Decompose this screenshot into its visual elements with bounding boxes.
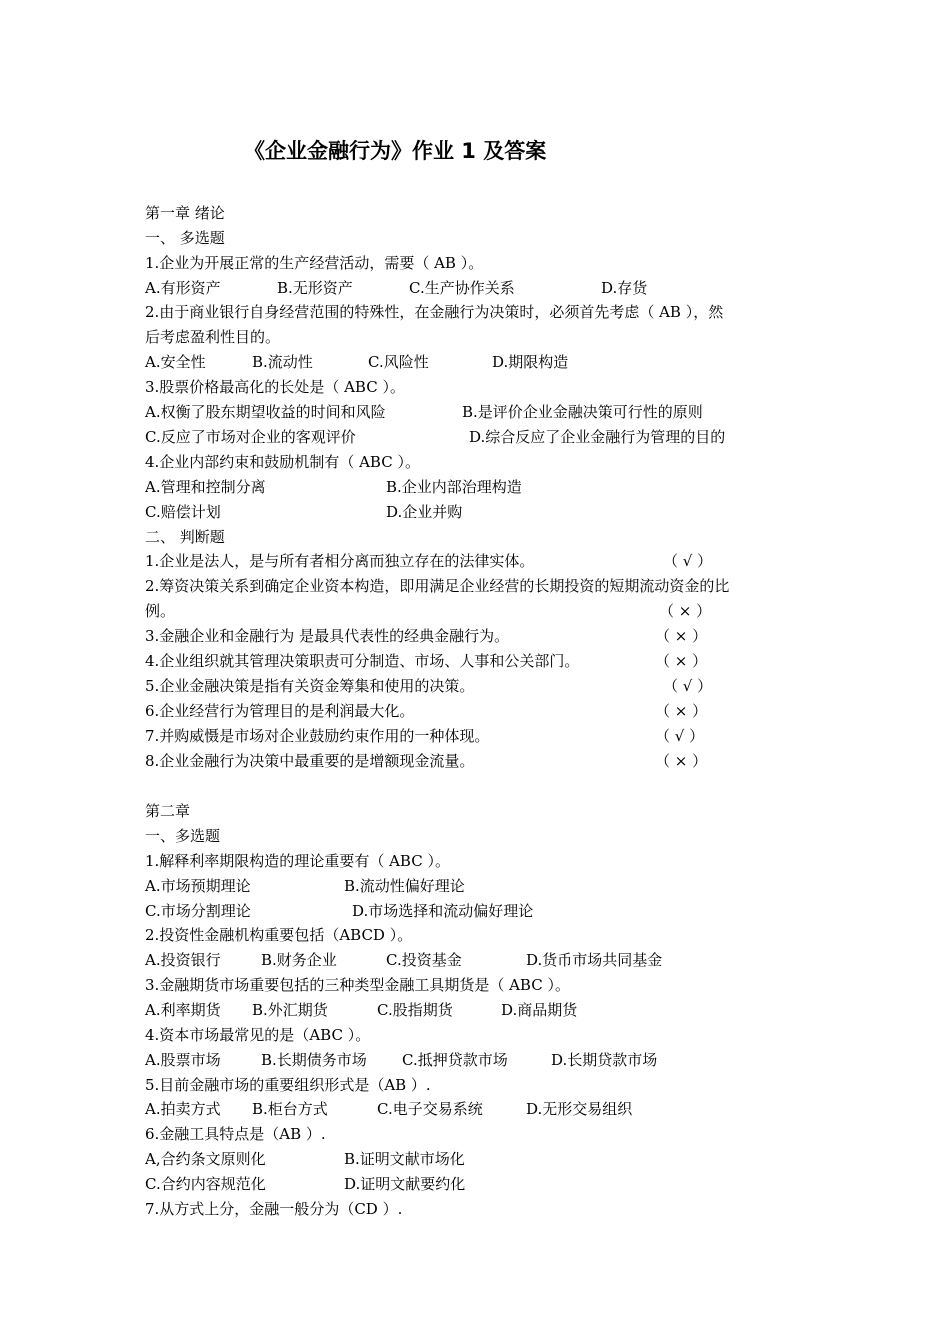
ch2-question-1: 1.解释利率期限构造的理论重要有（ ABC ）。 bbox=[145, 852, 450, 870]
ch1-section-true-false: 二、 判断题 bbox=[145, 528, 225, 546]
ch1-question-3: 3.股票价格最高化的长处是（ ABC ）。 bbox=[145, 378, 405, 396]
ch2-question-7: 7.从方式上分，金融一般分为（CD ）. bbox=[145, 1200, 403, 1218]
ch1-judgement-1-answer: （ √ ） bbox=[663, 552, 713, 570]
ch2-q3-option-a: A.利率期货 bbox=[145, 1001, 221, 1019]
chapter1-heading: 第一章 绪论 bbox=[145, 204, 225, 222]
ch2-q6-option-a: A,合约条文原则化 bbox=[145, 1150, 266, 1168]
ch1-question-2-line2: 后考虑盈利性目的。 bbox=[145, 328, 281, 346]
ch2-q4-option-b: B.长期债务市场 bbox=[261, 1051, 367, 1069]
ch2-q3-option-c: C.股指期货 bbox=[377, 1001, 453, 1019]
ch1-judgement-3: 3.金融企业和金融行为 是最具代表性的经典金融行为。 bbox=[145, 627, 510, 645]
ch2-question-5: 5.目前金融市场的重要组织形式是（AB ）. bbox=[145, 1076, 431, 1094]
ch1-judgement-6-answer: （ × ） bbox=[655, 702, 708, 720]
ch1-q4-option-c: C.赔偿计划 bbox=[145, 503, 221, 521]
ch1-judgement-2-answer: （ × ） bbox=[659, 602, 712, 620]
ch1-judgement-7: 7.并购威慑是市场对企业鼓励约束作用的一种体现。 bbox=[145, 727, 490, 745]
ch1-judgement-4: 4.企业组织就其管理决策职责可分制造、市场、人事和公关部门。 bbox=[145, 652, 580, 670]
ch1-q4-option-b: B.企业内部治理构造 bbox=[386, 478, 522, 496]
ch1-q2-option-a: A.安全性 bbox=[145, 353, 206, 371]
ch2-question-3: 3.金融期货市场重要包括的三种类型金融工具期货是（ ABC ）。 bbox=[145, 976, 570, 994]
ch1-q3-option-c: C.反应了市场对企业的客观评价 bbox=[145, 428, 356, 446]
ch2-q6-option-c: C.合约内容规范化 bbox=[145, 1175, 266, 1193]
ch1-judgement-5: 5.企业金融决策是指有关资金筹集和使用的决策。 bbox=[145, 677, 475, 695]
ch1-q3-option-a: A.权衡了股东期望收益的时间和风险 bbox=[145, 403, 386, 421]
ch2-section-multiple-choice: 一、多选题 bbox=[145, 827, 221, 845]
ch1-q1-option-c: C.生产协作关系 bbox=[409, 279, 515, 297]
ch2-q3-option-d: D.商品期货 bbox=[501, 1001, 578, 1019]
ch2-q5-option-c: C.电子交易系统 bbox=[377, 1100, 483, 1118]
ch2-question-2: 2.投资性金融机构重要包括（ABCD ）。 bbox=[145, 926, 413, 944]
ch2-q3-option-b: B.外汇期货 bbox=[252, 1001, 328, 1019]
ch2-q5-option-a: A.拍卖方式 bbox=[145, 1100, 221, 1118]
ch2-q5-option-d: D.无形交易组织 bbox=[526, 1100, 633, 1118]
ch1-judgement-1: 1.企业是法人，是与所有者相分离而独立存在的法律实体。 bbox=[145, 552, 535, 570]
ch1-judgement-4-answer: （ × ） bbox=[655, 652, 708, 670]
ch2-q6-option-d: D.证明文献要约化 bbox=[344, 1175, 466, 1193]
document-title: 《企业金融行为》作业 1 及答案 bbox=[244, 139, 547, 163]
ch2-q2-option-b: B.财务企业 bbox=[261, 951, 337, 969]
ch2-q5-option-b: B.柜台方式 bbox=[252, 1100, 328, 1118]
ch2-q4-option-d: D.长期贷款市场 bbox=[551, 1051, 658, 1069]
chapter2-heading: 第二章 bbox=[145, 802, 191, 820]
ch1-judgement-2-line2: 例。 bbox=[145, 602, 176, 620]
ch1-q4-option-a: A.管理和控制分离 bbox=[145, 478, 266, 496]
ch2-q2-option-c: C.投资基金 bbox=[386, 951, 462, 969]
ch2-question-6: 6.金融工具特点是（AB ）. bbox=[145, 1125, 326, 1143]
ch1-q1-option-b: B.无形资产 bbox=[277, 279, 353, 297]
ch1-judgement-6: 6.企业经营行为管理目的是利润最大化。 bbox=[145, 702, 415, 720]
ch1-question-4: 4.企业内部约束和鼓励机制有（ ABC ）。 bbox=[145, 453, 420, 471]
ch2-q4-option-a: A.股票市场 bbox=[145, 1051, 221, 1069]
ch1-q4-option-d: D.企业并购 bbox=[386, 503, 463, 521]
ch1-q3-option-b: B.是评价企业金融决策可行性的原则 bbox=[462, 403, 703, 421]
ch1-section-multiple-choice: 一、 多选题 bbox=[145, 229, 225, 247]
ch1-judgement-8-answer: （ × ） bbox=[655, 752, 708, 770]
ch1-q2-option-c: C.风险性 bbox=[368, 353, 429, 371]
ch1-q2-option-d: D.期限构造 bbox=[492, 353, 569, 371]
ch2-q1-option-a: A.市场预期理论 bbox=[145, 877, 251, 895]
ch1-q3-option-d: D.综合反应了企业金融行为管理的目的 bbox=[469, 428, 726, 446]
ch2-q1-option-b: B.流动性偏好理论 bbox=[344, 877, 465, 895]
ch1-q2-option-b: B.流动性 bbox=[252, 353, 313, 371]
ch2-q1-option-d: D.市场选择和流动偏好理论 bbox=[352, 902, 534, 920]
ch2-q2-option-a: A.投资银行 bbox=[145, 951, 221, 969]
ch1-question-1: 1.企业为开展正常的生产经营活动，需要（ AB ）。 bbox=[145, 254, 484, 272]
ch1-q1-option-a: A.有形资产 bbox=[145, 279, 221, 297]
ch2-q4-option-c: C.抵押贷款市场 bbox=[402, 1051, 508, 1069]
ch2-q2-option-d: D.货币市场共同基金 bbox=[526, 951, 663, 969]
ch2-q6-option-b: B.证明文献市场化 bbox=[344, 1150, 465, 1168]
ch1-question-2-line1: 2.由于商业银行自身经营范围的特殊性，在金融行为决策时，必须首先考虑（ AB ），然 bbox=[145, 303, 724, 321]
ch1-judgement-2-line1: 2.筹资决策关系到确定企业资本构造，即用满足企业经营的长期投资的短期流动资金的比 bbox=[145, 577, 730, 595]
ch2-question-4: 4.资本市场最常见的是（ABC ）。 bbox=[145, 1026, 371, 1044]
ch1-q1-option-d: D.存货 bbox=[601, 279, 648, 297]
ch2-q1-option-c: C.市场分割理论 bbox=[145, 902, 251, 920]
ch1-judgement-3-answer: （ × ） bbox=[655, 627, 708, 645]
ch1-judgement-8: 8.企业金融行为决策中最重要的是增额现金流量。 bbox=[145, 752, 475, 770]
ch1-judgement-5-answer: （ √ ） bbox=[663, 677, 713, 695]
ch1-judgement-7-answer: （ √ ） bbox=[655, 727, 705, 745]
